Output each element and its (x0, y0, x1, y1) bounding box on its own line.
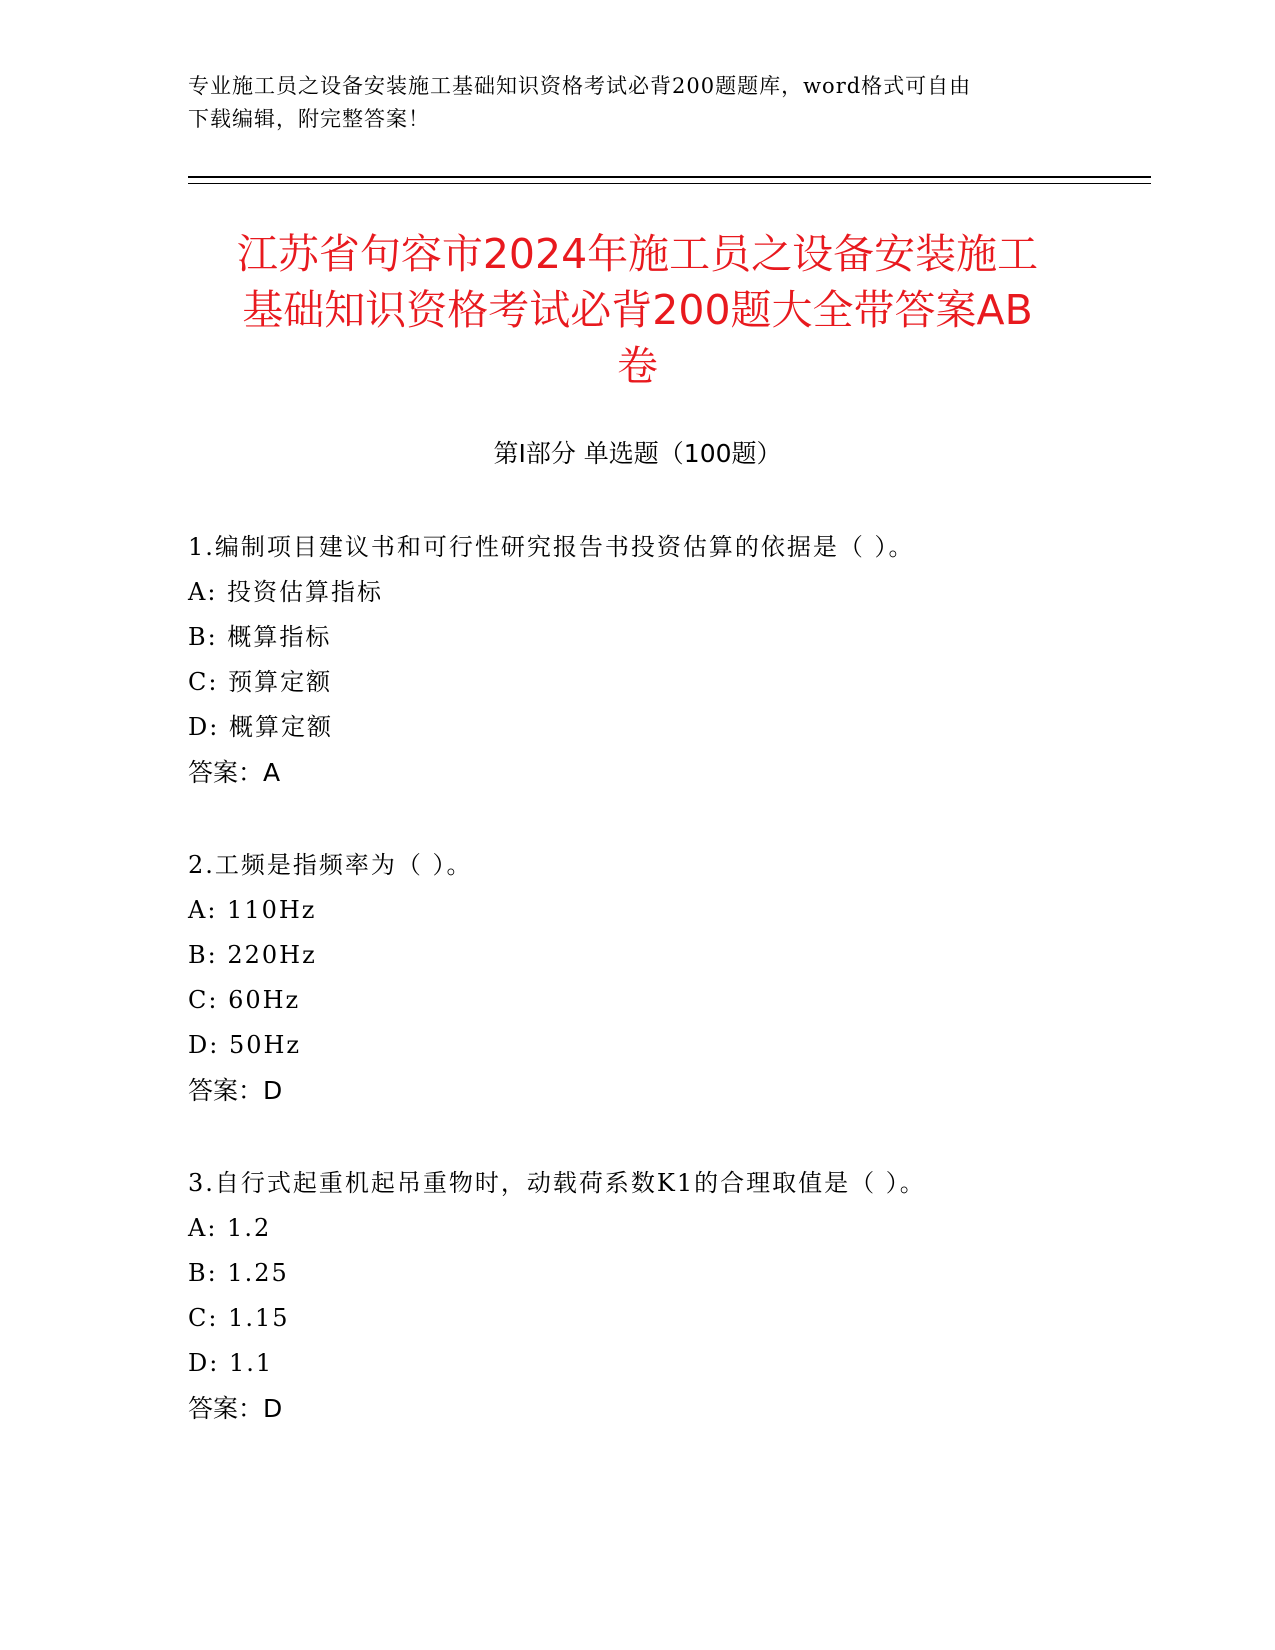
document-title-line-1: 江苏省句容市2024年施工员之设备安装施工 (236, 230, 1039, 278)
header-note-line-1: 专业施工员之设备安装施工基础知识资格考试必背200题题库，word格式可自由 (188, 74, 972, 98)
option-a: A: 1.2 (188, 1214, 272, 1242)
answer: 答案：D (188, 1394, 283, 1423)
option-d: D: 概算定额 (188, 713, 333, 741)
document-title-line-3: 卷 (617, 342, 658, 390)
question-1 (188, 525, 1108, 795)
option-c: C: 60Hz (188, 986, 301, 1014)
header-divider-thick (188, 176, 1151, 178)
answer: 答案：A (188, 758, 281, 787)
header-divider-thin (188, 183, 1151, 184)
document-title-line-2: 基础知识资格考试必背200题大全带答案AB (242, 286, 1033, 334)
option-d: D: 50Hz (188, 1031, 302, 1059)
option-d: D: 1.1 (188, 1349, 274, 1377)
option-a: A: 110Hz (188, 896, 317, 924)
header-note-line-2: 下载编辑，附完整答案！ (188, 107, 430, 131)
answer: 答案：D (188, 1076, 283, 1105)
section-title: 第I部分 单选题（100题） (493, 439, 782, 468)
option-b: B: 1.25 (188, 1259, 289, 1287)
option-b: B: 概算指标 (188, 623, 332, 651)
option-c: C: 1.15 (188, 1304, 290, 1332)
option-a: A: 投资估算指标 (188, 578, 384, 606)
question-stem: 1.编制项目建议书和可行性研究报告书投资估算的依据是（ ）。 (188, 533, 915, 561)
question-stem: 3.自行式起重机起吊重物时，动载荷系数K1的合理取值是（ ）。 (188, 1169, 926, 1197)
option-b: B: 220Hz (188, 941, 317, 969)
question-2 (188, 843, 1108, 1113)
header-note (188, 70, 1088, 136)
document-title (188, 226, 1087, 394)
question-3 (188, 1161, 1108, 1431)
question-stem: 2.工频是指频率为（ ）。 (188, 851, 473, 879)
option-c: C: 预算定额 (188, 668, 333, 696)
